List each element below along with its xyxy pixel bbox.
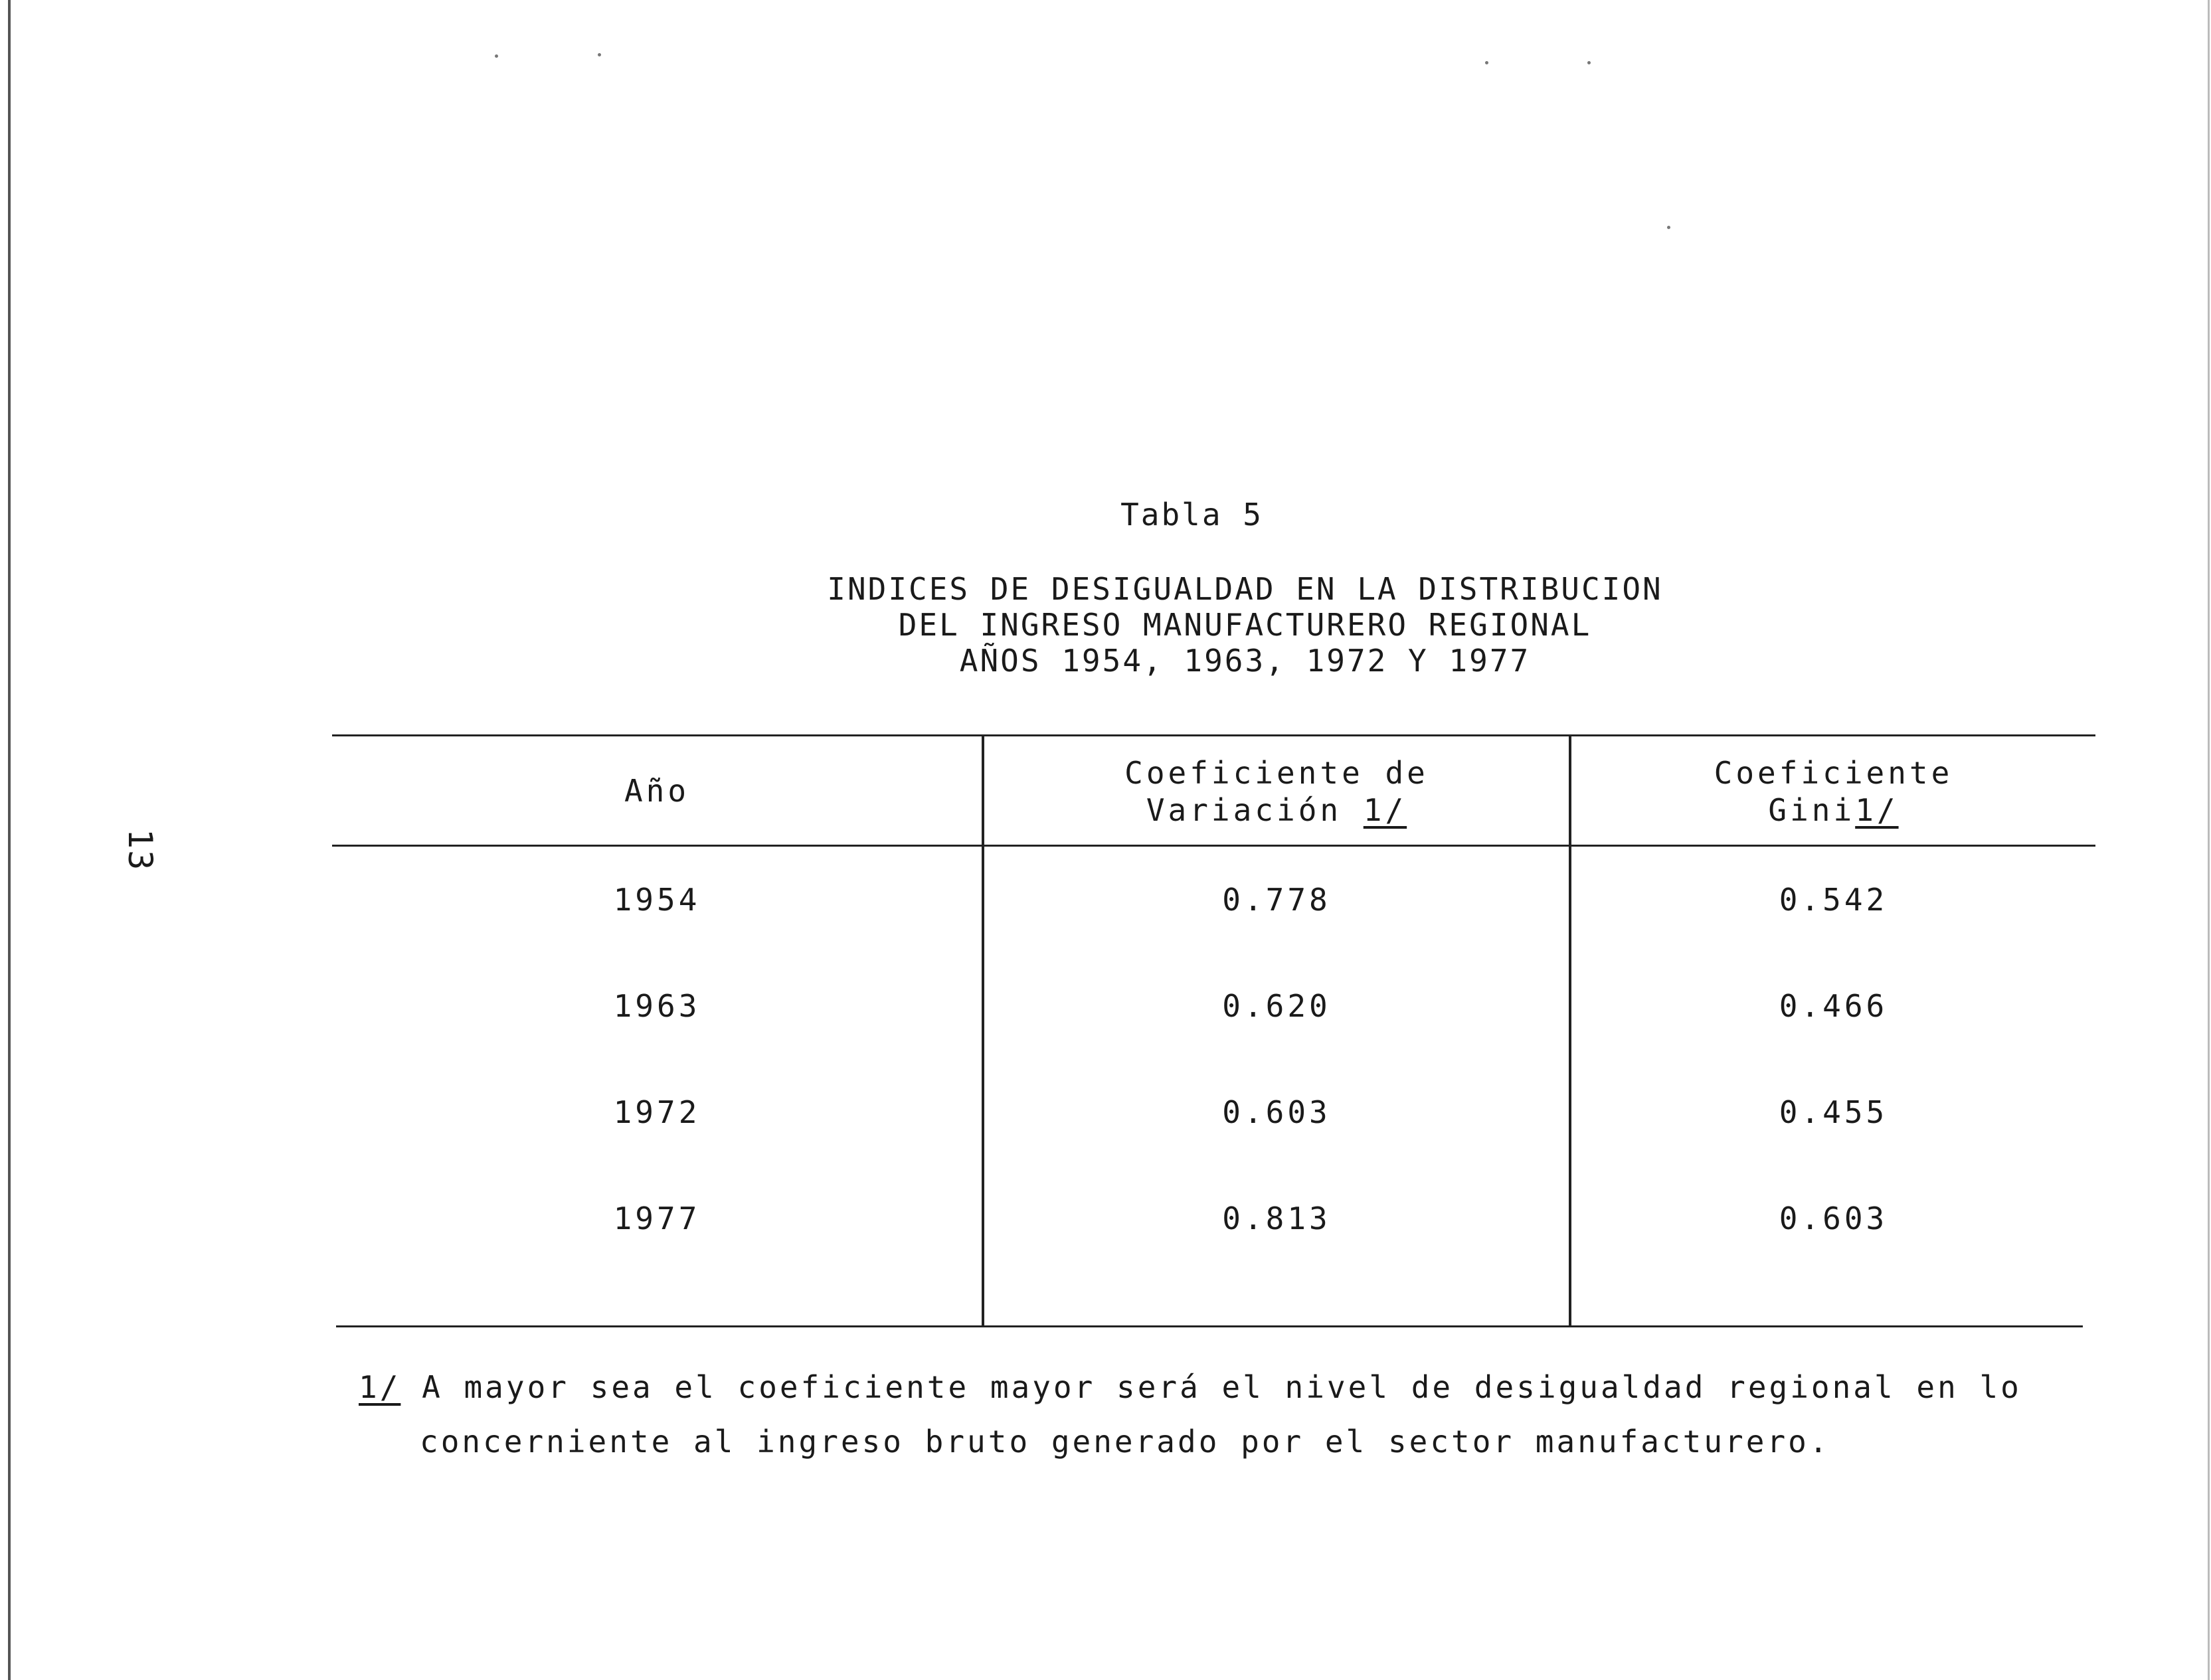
page-number: 13	[121, 829, 159, 872]
cell-coef-variacion: 0.778	[1222, 882, 1331, 918]
table-header-rule	[332, 845, 2095, 847]
table-title-line-1: INDICES DE DESIGUALDAD EN LA DISTRIBUCION	[827, 571, 1663, 607]
header-coef-gini-line2: Gini1/	[1768, 792, 1899, 828]
cell-year: 1954	[613, 882, 701, 918]
data-table	[332, 734, 2095, 1327]
scan-speck	[1485, 61, 1488, 64]
footnote	[359, 1360, 2085, 1469]
scan-speck	[598, 53, 601, 56]
footnote-line-2: concerniente al ingreso bruto generado por el sector manufacturero.	[420, 1424, 1830, 1460]
footnote-line-1: 1/ A mayor sea el coeficiente mayor será el nivel de desigualdad regional en lo	[359, 1369, 2022, 1405]
cell-year: 1963	[613, 988, 701, 1024]
table-label: Tabla 5	[1120, 497, 1263, 533]
cell-year: 1972	[613, 1094, 701, 1130]
scan-speck	[1587, 61, 1591, 64]
header-year: Año	[624, 773, 690, 809]
table-top-rule	[332, 734, 2095, 736]
header-coef-variacion-line1: Coeficiente de	[1124, 755, 1429, 791]
cell-coef-gini: 0.455	[1779, 1094, 1888, 1130]
cell-coef-variacion: 0.620	[1222, 988, 1331, 1024]
cell-year: 1977	[613, 1201, 701, 1236]
table-title-line-2: DEL INGRESO MANUFACTURERO REGIONAL	[898, 607, 1592, 643]
cell-coef-gini: 0.542	[1779, 882, 1888, 918]
scan-speck	[495, 54, 498, 58]
cell-coef-gini: 0.466	[1779, 988, 1888, 1024]
footnote-reference: 1/	[1363, 792, 1407, 828]
header-coef-gini-line1: Coeficiente	[1714, 755, 1953, 791]
header-coef-variacion-line2: Variación 1/	[1146, 792, 1407, 828]
table-title-line-3: AÑOS 1954, 1963, 1972 Y 1977	[959, 643, 1531, 679]
scan-border-left	[8, 0, 11, 1680]
table-bottom-rule	[336, 1325, 2083, 1327]
cell-coef-gini: 0.603	[1779, 1201, 1888, 1236]
cell-coef-variacion: 0.603	[1222, 1094, 1331, 1130]
scan-border-right	[2208, 0, 2210, 1680]
footnote-marker: 1/	[359, 1369, 401, 1405]
cell-coef-variacion: 0.813	[1222, 1201, 1331, 1236]
footnote-reference: 1/	[1855, 792, 1899, 828]
scan-speck	[1667, 226, 1670, 229]
header-coef-variacion	[984, 754, 1569, 829]
header-coef-gini	[1571, 754, 2095, 829]
